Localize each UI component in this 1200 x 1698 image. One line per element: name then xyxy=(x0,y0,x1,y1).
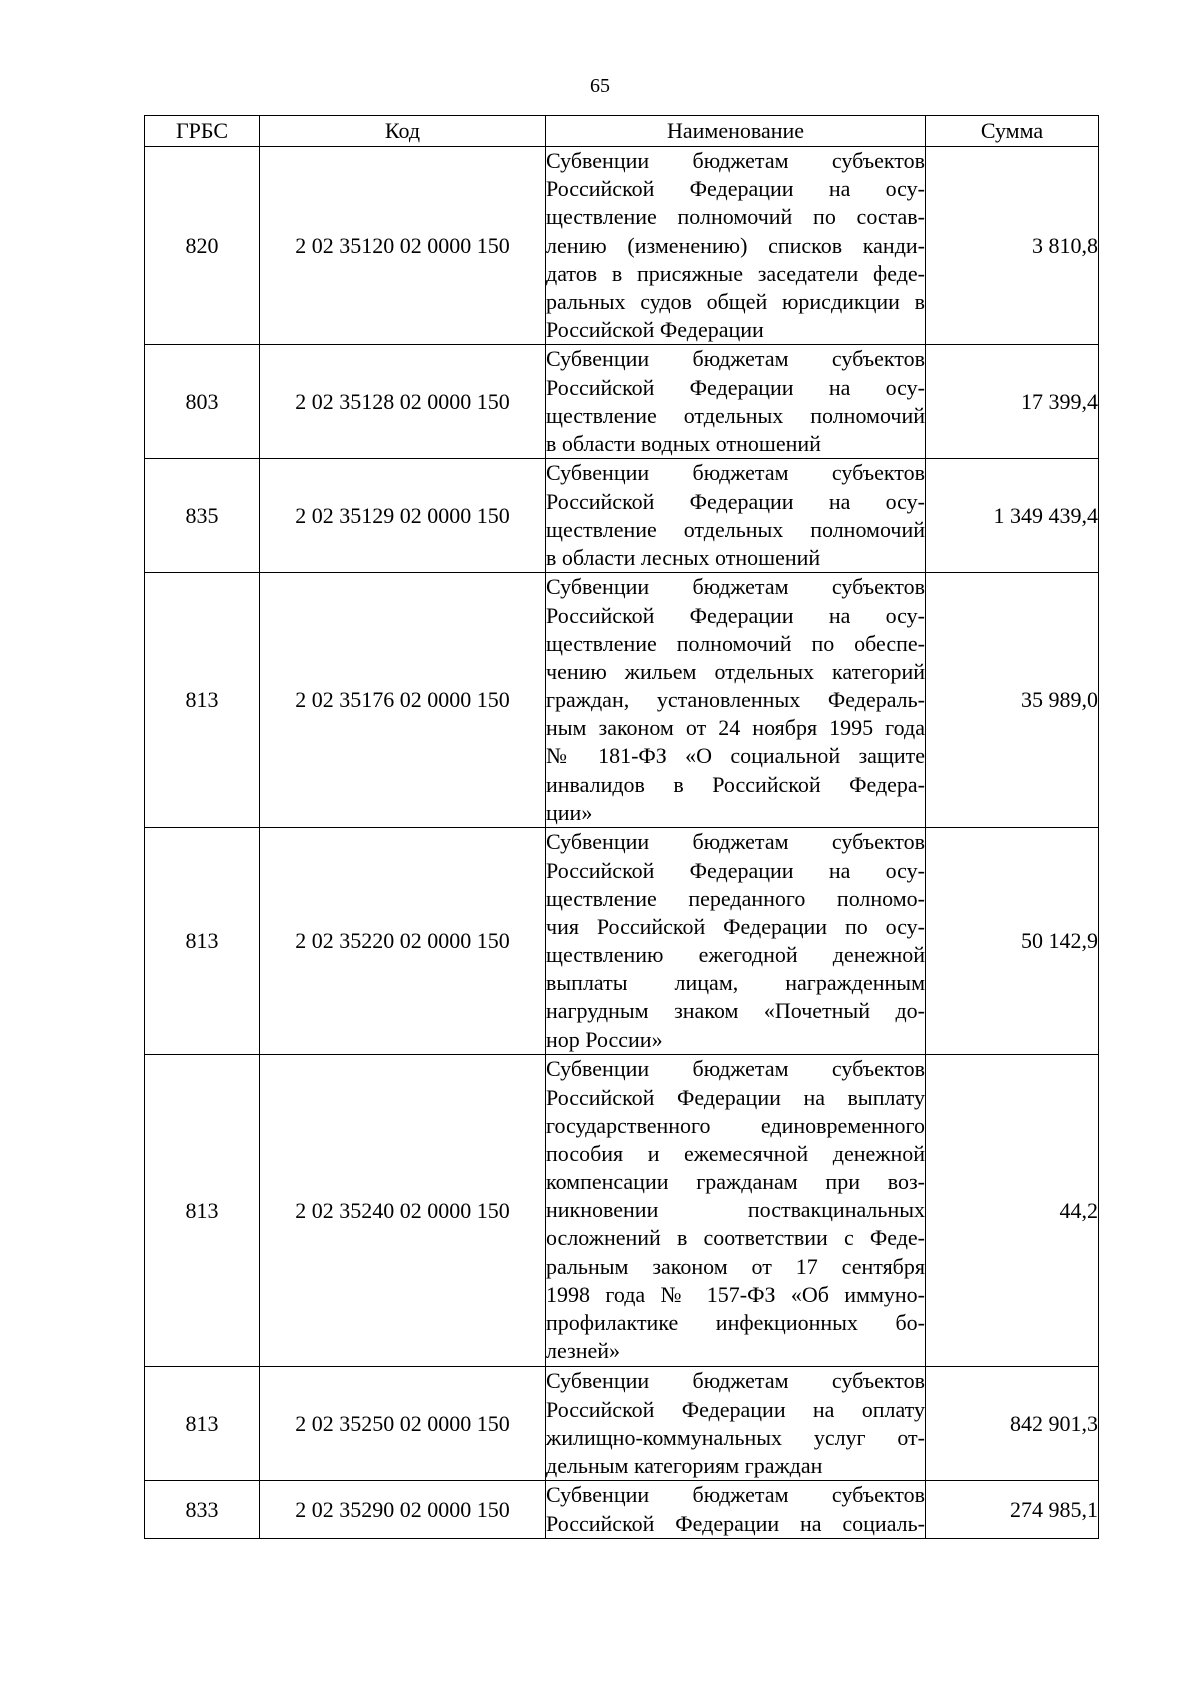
name-line: № 181-ФЗ «О социальной защите xyxy=(546,743,925,769)
cell-sum: 44,2 xyxy=(926,1055,1099,1367)
name-line: Российской Федерации на осу- xyxy=(546,176,925,202)
name-line: ществление отдельных полномочий xyxy=(546,402,925,428)
table-header-row xyxy=(145,116,1099,147)
cell-grbs: 813 xyxy=(145,1055,260,1367)
cell-code: 2 02 35240 02 0000 150 xyxy=(260,1055,546,1367)
name-line: ным законом от 24 ноября 1995 года xyxy=(546,715,925,741)
table-row xyxy=(145,459,1099,573)
cell-sum: 274 985,1 xyxy=(926,1481,1099,1538)
name-line: лезней» xyxy=(546,1338,621,1364)
name-line: ществление переданного полномо- xyxy=(546,885,925,911)
name-line: Российской Федерации на оплату xyxy=(546,1396,925,1422)
cell-name xyxy=(546,1055,926,1367)
cell-sum: 1 349 439,4 xyxy=(926,459,1099,573)
cell-code: 2 02 35176 02 0000 150 xyxy=(260,573,546,828)
name-line: в области водных отношений xyxy=(546,430,821,456)
cell-grbs: 813 xyxy=(145,1367,260,1481)
cell-name xyxy=(546,1481,926,1538)
name-line: Субвенции бюджетам субъектов xyxy=(546,1482,925,1508)
name-line: Российской Федерации на осу- xyxy=(546,602,925,628)
name-line: нагрудным знаком «Почетный до- xyxy=(546,998,925,1024)
name-line: ществление полномочий по обеспе- xyxy=(546,630,925,656)
cell-grbs: 813 xyxy=(145,573,260,828)
name-line: ральным законом от 17 сентября xyxy=(546,1253,925,1279)
table-row xyxy=(145,147,1099,345)
budget-table xyxy=(144,115,1099,1539)
name-line: лению (изменению) списков канди- xyxy=(546,232,925,258)
name-line: Субвенции бюджетам субъектов xyxy=(546,1368,925,1394)
cell-grbs: 820 xyxy=(145,147,260,345)
name-line: граждан, установленных Федераль- xyxy=(546,687,925,713)
table-row xyxy=(145,1481,1099,1538)
cell-name xyxy=(546,459,926,573)
name-line: Субвенции бюджетам субъектов xyxy=(546,460,925,486)
table-body xyxy=(145,147,1099,1539)
cell-sum: 35 989,0 xyxy=(926,573,1099,828)
name-line: Субвенции бюджетам субъектов xyxy=(546,1056,925,1082)
name-line: ществление полномочий по состав- xyxy=(546,204,925,230)
name-line: чению жильем отдельных категорий xyxy=(546,658,925,684)
cell-sum: 3 810,8 xyxy=(926,147,1099,345)
cell-grbs: 803 xyxy=(145,345,260,459)
cell-grbs: 835 xyxy=(145,459,260,573)
cell-name xyxy=(546,828,926,1055)
name-line: Российской Федерации на выплату xyxy=(546,1084,925,1110)
cell-sum: 17 399,4 xyxy=(926,345,1099,459)
name-line: датов в присяжные заседатели феде- xyxy=(546,260,925,286)
cell-name xyxy=(546,573,926,828)
cell-name xyxy=(546,1367,926,1481)
header-name: Наименование xyxy=(546,116,926,147)
name-line: Российской Федерации xyxy=(546,317,764,343)
table-row xyxy=(145,573,1099,828)
name-line: инвалидов в Российской Федера- xyxy=(546,771,925,797)
cell-code: 2 02 35128 02 0000 150 xyxy=(260,345,546,459)
name-line: Российской Федерации на осу- xyxy=(546,857,925,883)
cell-grbs: 813 xyxy=(145,828,260,1055)
cell-name xyxy=(546,147,926,345)
name-line: осложнений в соответствии с Феде- xyxy=(546,1225,925,1251)
name-line: чия Российской Федерации по осу- xyxy=(546,913,925,939)
header-sum: Сумма xyxy=(926,116,1099,147)
name-line: никновении поствакцинальных xyxy=(546,1197,925,1223)
name-line: Субвенции бюджетам субъектов xyxy=(546,574,925,600)
table-row xyxy=(145,345,1099,459)
name-line: Субвенции бюджетам субъектов xyxy=(546,148,925,173)
name-line: в области лесных отношений xyxy=(546,544,821,570)
cell-sum: 842 901,3 xyxy=(926,1367,1099,1481)
cell-code: 2 02 35290 02 0000 150 xyxy=(260,1481,546,1538)
header-code: Код xyxy=(260,116,546,147)
name-line: профилактике инфекционных бо- xyxy=(546,1310,925,1335)
header-grbs: ГРБС xyxy=(145,116,260,147)
name-line: государственного единовременного xyxy=(546,1112,925,1138)
name-line: Субвенции бюджетам субъектов xyxy=(546,829,925,855)
name-line: Российской Федерации на осу- xyxy=(546,488,925,514)
page-number: 65 xyxy=(590,75,610,97)
cell-grbs: 833 xyxy=(145,1481,260,1538)
cell-code: 2 02 35120 02 0000 150 xyxy=(260,147,546,345)
name-line: нор России» xyxy=(546,1026,663,1052)
cell-sum: 50 142,9 xyxy=(926,828,1099,1055)
name-line: Российской Федерации на социаль- xyxy=(546,1510,925,1536)
name-line: жилищно-коммунальных услуг от- xyxy=(546,1424,925,1450)
name-line: Субвенции бюджетам субъектов xyxy=(546,346,925,372)
name-line: ральных судов общей юрисдикции в xyxy=(546,288,925,314)
name-line: компенсации гражданам при воз- xyxy=(546,1169,925,1195)
name-line: ществление отдельных полномочий xyxy=(546,516,925,542)
name-line: пособия и ежемесячной денежной xyxy=(546,1140,925,1166)
name-line: дельным категориям граждан xyxy=(546,1452,823,1478)
name-line: ществлению ежегодной денежной xyxy=(546,942,925,968)
name-line: 1998 года № 157-ФЗ «Об иммуно- xyxy=(546,1281,925,1307)
name-line: ции» xyxy=(546,799,593,825)
name-line: Российской Федерации на осу- xyxy=(546,374,925,400)
cell-code: 2 02 35220 02 0000 150 xyxy=(260,828,546,1055)
table-row xyxy=(145,1367,1099,1481)
cell-code: 2 02 35250 02 0000 150 xyxy=(260,1367,546,1481)
name-line: выплаты лицам, награжденным xyxy=(546,970,925,996)
cell-name xyxy=(546,345,926,459)
table-row xyxy=(145,828,1099,1055)
table-row xyxy=(145,1055,1099,1367)
cell-code: 2 02 35129 02 0000 150 xyxy=(260,459,546,573)
